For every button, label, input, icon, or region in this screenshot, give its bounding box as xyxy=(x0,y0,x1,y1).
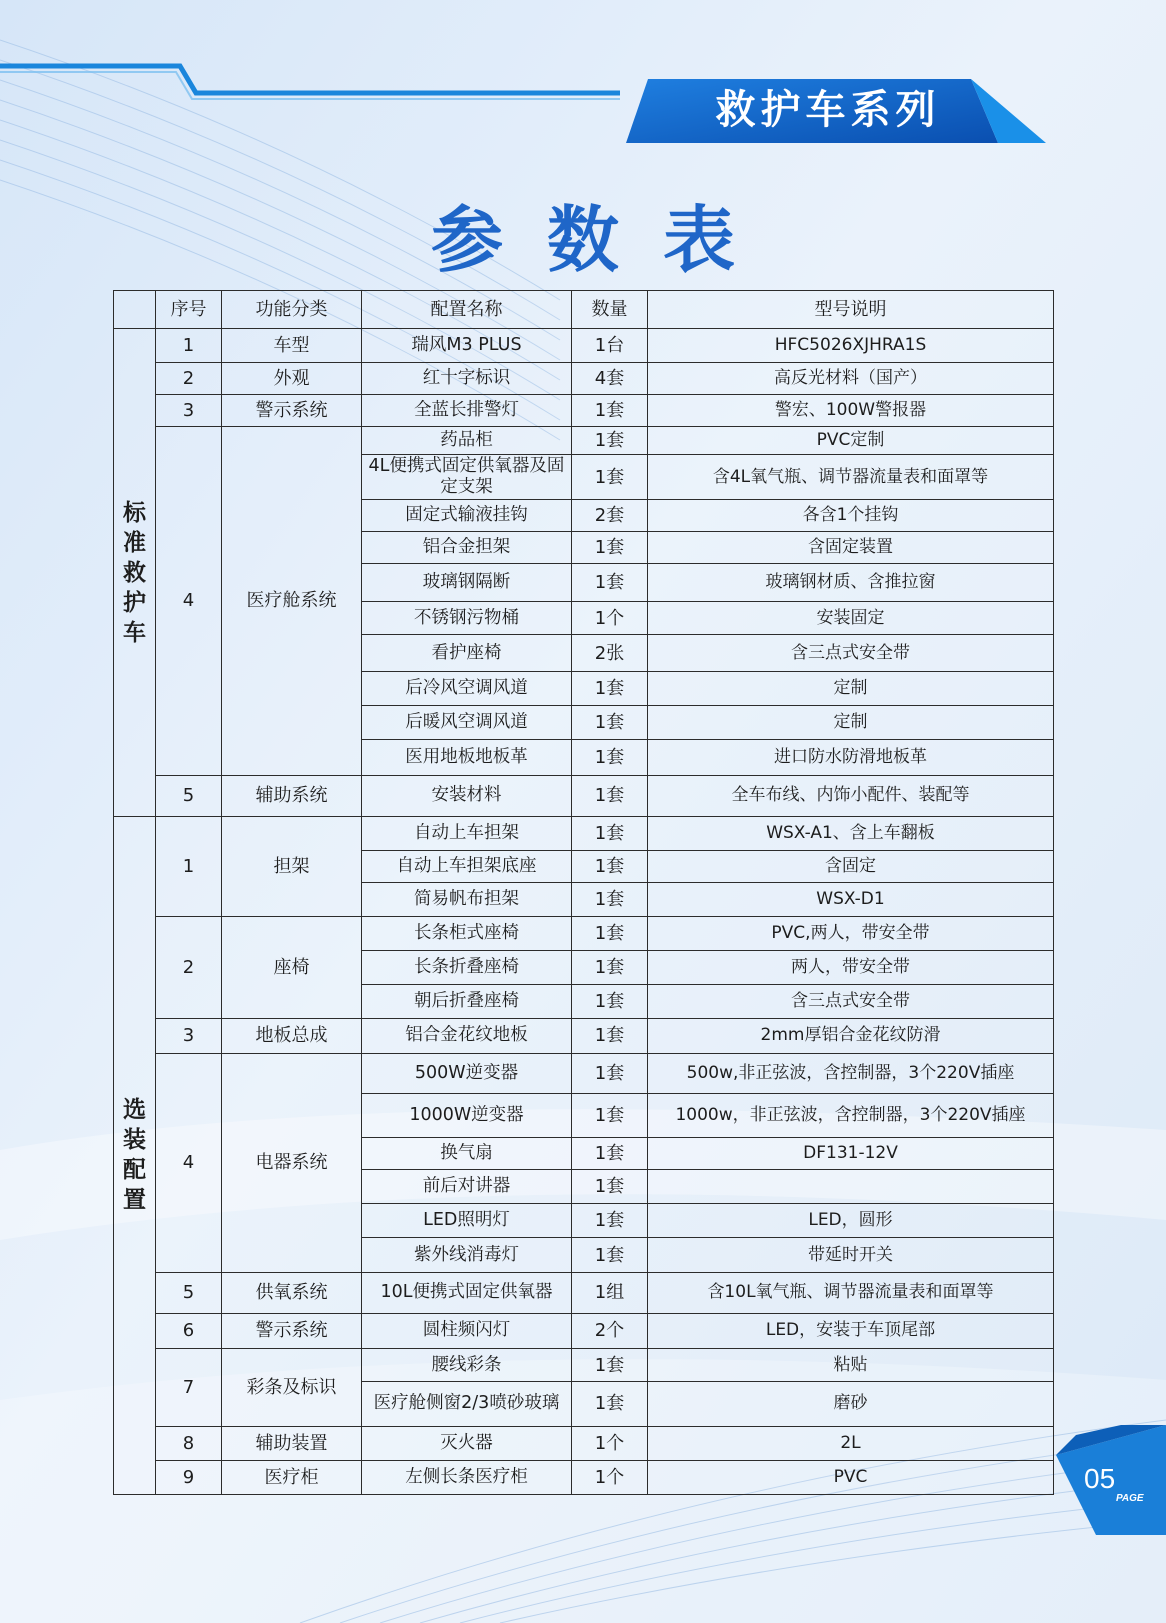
row-number: 4 xyxy=(156,427,222,775)
item-name-cell: 朝后折叠座椅 xyxy=(362,985,572,1019)
category-cell: 电器系统 xyxy=(222,1053,362,1272)
quantity-cell: 4套 xyxy=(572,363,648,395)
quantity-cell: 1个 xyxy=(572,602,648,635)
item-name-cell: 前后对讲器 xyxy=(362,1170,572,1204)
item-name-cell: 医疗舱侧窗2/3喷砂玻璃 xyxy=(362,1382,572,1426)
model-description-cell: 500w,非正弦波，含控制器，3个220V插座 xyxy=(648,1053,1054,1093)
category-cell: 车型 xyxy=(222,329,362,363)
item-name-cell: 药品柜 xyxy=(362,427,572,455)
item-name-cell: 灭火器 xyxy=(362,1426,572,1460)
quantity-cell: 1套 xyxy=(572,1019,648,1053)
table-row xyxy=(114,1349,1054,1382)
item-name-cell: 500W逆变器 xyxy=(362,1053,572,1093)
model-description-cell: 含三点式安全带 xyxy=(648,985,1054,1019)
quantity-cell: 1套 xyxy=(572,706,648,740)
page-word: PAGE xyxy=(1116,1493,1144,1504)
item-name-cell: 自动上车担架 xyxy=(362,816,572,850)
model-description-cell: PVC,两人，带安全带 xyxy=(648,917,1054,951)
category-cell: 医疗舱系统 xyxy=(222,427,362,775)
category-cell: 供氧系统 xyxy=(222,1272,362,1313)
item-name-cell: 圆柱频闪灯 xyxy=(362,1313,572,1348)
category-cell: 医疗柜 xyxy=(222,1460,362,1494)
quantity-cell: 1套 xyxy=(572,1238,648,1272)
model-description-cell: 含固定 xyxy=(648,851,1054,883)
row-number: 6 xyxy=(156,1313,222,1348)
row-number: 2 xyxy=(156,363,222,395)
model-description-cell: WSX-D1 xyxy=(648,883,1054,917)
quantity-cell: 1套 xyxy=(572,672,648,706)
quantity-cell: 2个 xyxy=(572,1313,648,1348)
model-description-cell: 2L xyxy=(648,1426,1054,1460)
model-description-cell: 1000w，非正弦波，含控制器，3个220V插座 xyxy=(648,1093,1054,1137)
series-title: 救护车系列 xyxy=(715,87,941,133)
quantity-cell: 1套 xyxy=(572,1349,648,1382)
quantity-cell: 1组 xyxy=(572,1272,648,1313)
column-header: 数量 xyxy=(572,291,648,329)
column-header: 功能分类 xyxy=(222,291,362,329)
table-row xyxy=(114,1460,1054,1494)
model-description-cell xyxy=(648,1170,1054,1204)
row-number: 3 xyxy=(156,1019,222,1053)
quantity-cell: 1套 xyxy=(572,740,648,775)
model-description-cell: 两人，带安全带 xyxy=(648,951,1054,985)
item-name-cell: 长条折叠座椅 xyxy=(362,951,572,985)
item-name-cell: 不锈钢污物桶 xyxy=(362,602,572,635)
quantity-cell: 1台 xyxy=(572,329,648,363)
quantity-cell: 1套 xyxy=(572,395,648,427)
model-description-cell: 警宏、100W警报器 xyxy=(648,395,1054,427)
item-name-cell: 红十字标识 xyxy=(362,363,572,395)
item-name-cell: 看护座椅 xyxy=(362,635,572,672)
section-label xyxy=(114,329,156,817)
quantity-cell: 1套 xyxy=(572,985,648,1019)
model-description-cell: LED，安装于车顶尾部 xyxy=(648,1313,1054,1348)
item-name-cell: 后暖风空调风道 xyxy=(362,706,572,740)
item-name-cell: 简易帆布担架 xyxy=(362,883,572,917)
table-row xyxy=(114,1019,1054,1053)
model-description-cell: 含三点式安全带 xyxy=(648,635,1054,672)
item-name-cell: 固定式输液挂钩 xyxy=(362,499,572,531)
model-description-cell: 高反光材料（国产） xyxy=(648,363,1054,395)
quantity-cell: 1套 xyxy=(572,1204,648,1238)
quantity-cell: 1套 xyxy=(572,563,648,601)
table-row xyxy=(114,1313,1054,1348)
row-number: 8 xyxy=(156,1426,222,1460)
item-name-cell: 10L便携式固定供氧器 xyxy=(362,1272,572,1313)
item-name-cell: 长条柜式座椅 xyxy=(362,917,572,951)
quantity-cell: 1套 xyxy=(572,851,648,883)
table-header-row xyxy=(114,291,1054,329)
model-description-cell: 安装固定 xyxy=(648,602,1054,635)
model-description-cell: PVC定制 xyxy=(648,427,1054,455)
quantity-cell: 1套 xyxy=(572,1382,648,1426)
model-description-cell: 带延时开关 xyxy=(648,1238,1054,1272)
item-name-cell: 安装材料 xyxy=(362,775,572,816)
item-name-cell: 玻璃钢隔断 xyxy=(362,563,572,601)
category-cell: 彩条及标识 xyxy=(222,1349,362,1427)
category-cell: 座椅 xyxy=(222,917,362,1019)
row-number: 1 xyxy=(156,816,222,916)
item-name-cell: 瑞风M3 PLUS xyxy=(362,329,572,363)
quantity-cell: 2套 xyxy=(572,499,648,531)
item-name-cell: 左侧长条医疗柜 xyxy=(362,1460,572,1494)
model-description-cell: WSX-A1、含上车翻板 xyxy=(648,816,1054,850)
table-row xyxy=(114,917,1054,951)
table-row xyxy=(114,395,1054,427)
quantity-cell: 1套 xyxy=(572,951,648,985)
row-number: 9 xyxy=(156,1460,222,1494)
quantity-cell: 1套 xyxy=(572,1093,648,1137)
quantity-cell: 1个 xyxy=(572,1426,648,1460)
quantity-cell: 1套 xyxy=(572,427,648,455)
table-row xyxy=(114,1426,1054,1460)
quantity-cell: 1套 xyxy=(572,775,648,816)
category-cell: 辅助装置 xyxy=(222,1426,362,1460)
item-name-cell: LED照明灯 xyxy=(362,1204,572,1238)
category-cell: 外观 xyxy=(222,363,362,395)
quantity-cell: 1套 xyxy=(572,455,648,499)
model-description-cell: 进口防水防滑地板革 xyxy=(648,740,1054,775)
quantity-cell: 1套 xyxy=(572,883,648,917)
row-number: 5 xyxy=(156,1272,222,1313)
model-description-cell: 全车布线、内饰小配件、装配等 xyxy=(648,775,1054,816)
quantity-cell: 1套 xyxy=(572,1053,648,1093)
model-description-cell: PVC xyxy=(648,1460,1054,1494)
table-row xyxy=(114,427,1054,455)
item-name-cell: 换气扇 xyxy=(362,1138,572,1170)
row-number: 7 xyxy=(156,1349,222,1427)
category-cell: 辅助系统 xyxy=(222,775,362,816)
page-number: 05 xyxy=(1084,1463,1116,1494)
model-description-cell: HFC5026XJHRA1S xyxy=(648,329,1054,363)
model-description-cell: 含10L氧气瓶、调节器流量表和面罩等 xyxy=(648,1272,1054,1313)
item-name-cell: 铝合金担架 xyxy=(362,531,572,563)
quantity-cell: 1套 xyxy=(572,1170,648,1204)
column-header: 序号 xyxy=(156,291,222,329)
model-description-cell: 含4L氧气瓶、调节器流量表和面罩等 xyxy=(648,455,1054,499)
item-name-cell: 1000W逆变器 xyxy=(362,1093,572,1137)
category-cell: 警示系统 xyxy=(222,395,362,427)
item-name-cell: 腰线彩条 xyxy=(362,1349,572,1382)
model-description-cell: 定制 xyxy=(648,706,1054,740)
table-row xyxy=(114,329,1054,363)
section-label-text: 选装配置 xyxy=(123,1097,146,1214)
model-description-cell: DF131-12V xyxy=(648,1138,1054,1170)
item-name-cell: 紫外线消毒灯 xyxy=(362,1238,572,1272)
category-cell: 担架 xyxy=(222,816,362,916)
quantity-cell: 1套 xyxy=(572,816,648,850)
category-cell: 警示系统 xyxy=(222,1313,362,1348)
table-row xyxy=(114,363,1054,395)
model-description-cell: 粘贴 xyxy=(648,1349,1054,1382)
model-description-cell: 磨砂 xyxy=(648,1382,1054,1426)
table-row xyxy=(114,1272,1054,1313)
row-number: 5 xyxy=(156,775,222,816)
quantity-cell: 1套 xyxy=(572,1138,648,1170)
header-corner xyxy=(114,291,156,329)
page-title: 参数表 xyxy=(430,198,779,282)
item-name-cell: 4L便携式固定供氧器及固定支架 xyxy=(362,455,572,499)
model-description-cell: 定制 xyxy=(648,672,1054,706)
item-name-cell: 自动上车担架底座 xyxy=(362,851,572,883)
column-header: 配置名称 xyxy=(362,291,572,329)
row-number: 4 xyxy=(156,1053,222,1272)
model-description-cell: 2mm厚铝合金花纹防滑 xyxy=(648,1019,1054,1053)
item-name-cell: 全蓝长排警灯 xyxy=(362,395,572,427)
section-label-text: 标准救护车 xyxy=(123,499,146,646)
quantity-cell: 1套 xyxy=(572,531,648,563)
quantity-cell: 1个 xyxy=(572,1460,648,1494)
table-row xyxy=(114,816,1054,850)
table-row xyxy=(114,1053,1054,1093)
model-description-cell: 玻璃钢材质、含推拉窗 xyxy=(648,563,1054,601)
category-cell: 地板总成 xyxy=(222,1019,362,1053)
item-name-cell: 医用地板地板革 xyxy=(362,740,572,775)
spec-table xyxy=(113,290,1054,1495)
column-header: 型号说明 xyxy=(648,291,1054,329)
model-description-cell: 各含1个挂钩 xyxy=(648,499,1054,531)
model-description-cell: 含固定装置 xyxy=(648,531,1054,563)
row-number: 1 xyxy=(156,329,222,363)
item-name-cell: 后冷风空调风道 xyxy=(362,672,572,706)
quantity-cell: 2张 xyxy=(572,635,648,672)
item-name-cell: 铝合金花纹地板 xyxy=(362,1019,572,1053)
table-row xyxy=(114,775,1054,816)
model-description-cell: LED，圆形 xyxy=(648,1204,1054,1238)
row-number: 2 xyxy=(156,917,222,1019)
quantity-cell: 1套 xyxy=(572,917,648,951)
row-number: 3 xyxy=(156,395,222,427)
section-label xyxy=(114,816,156,1494)
